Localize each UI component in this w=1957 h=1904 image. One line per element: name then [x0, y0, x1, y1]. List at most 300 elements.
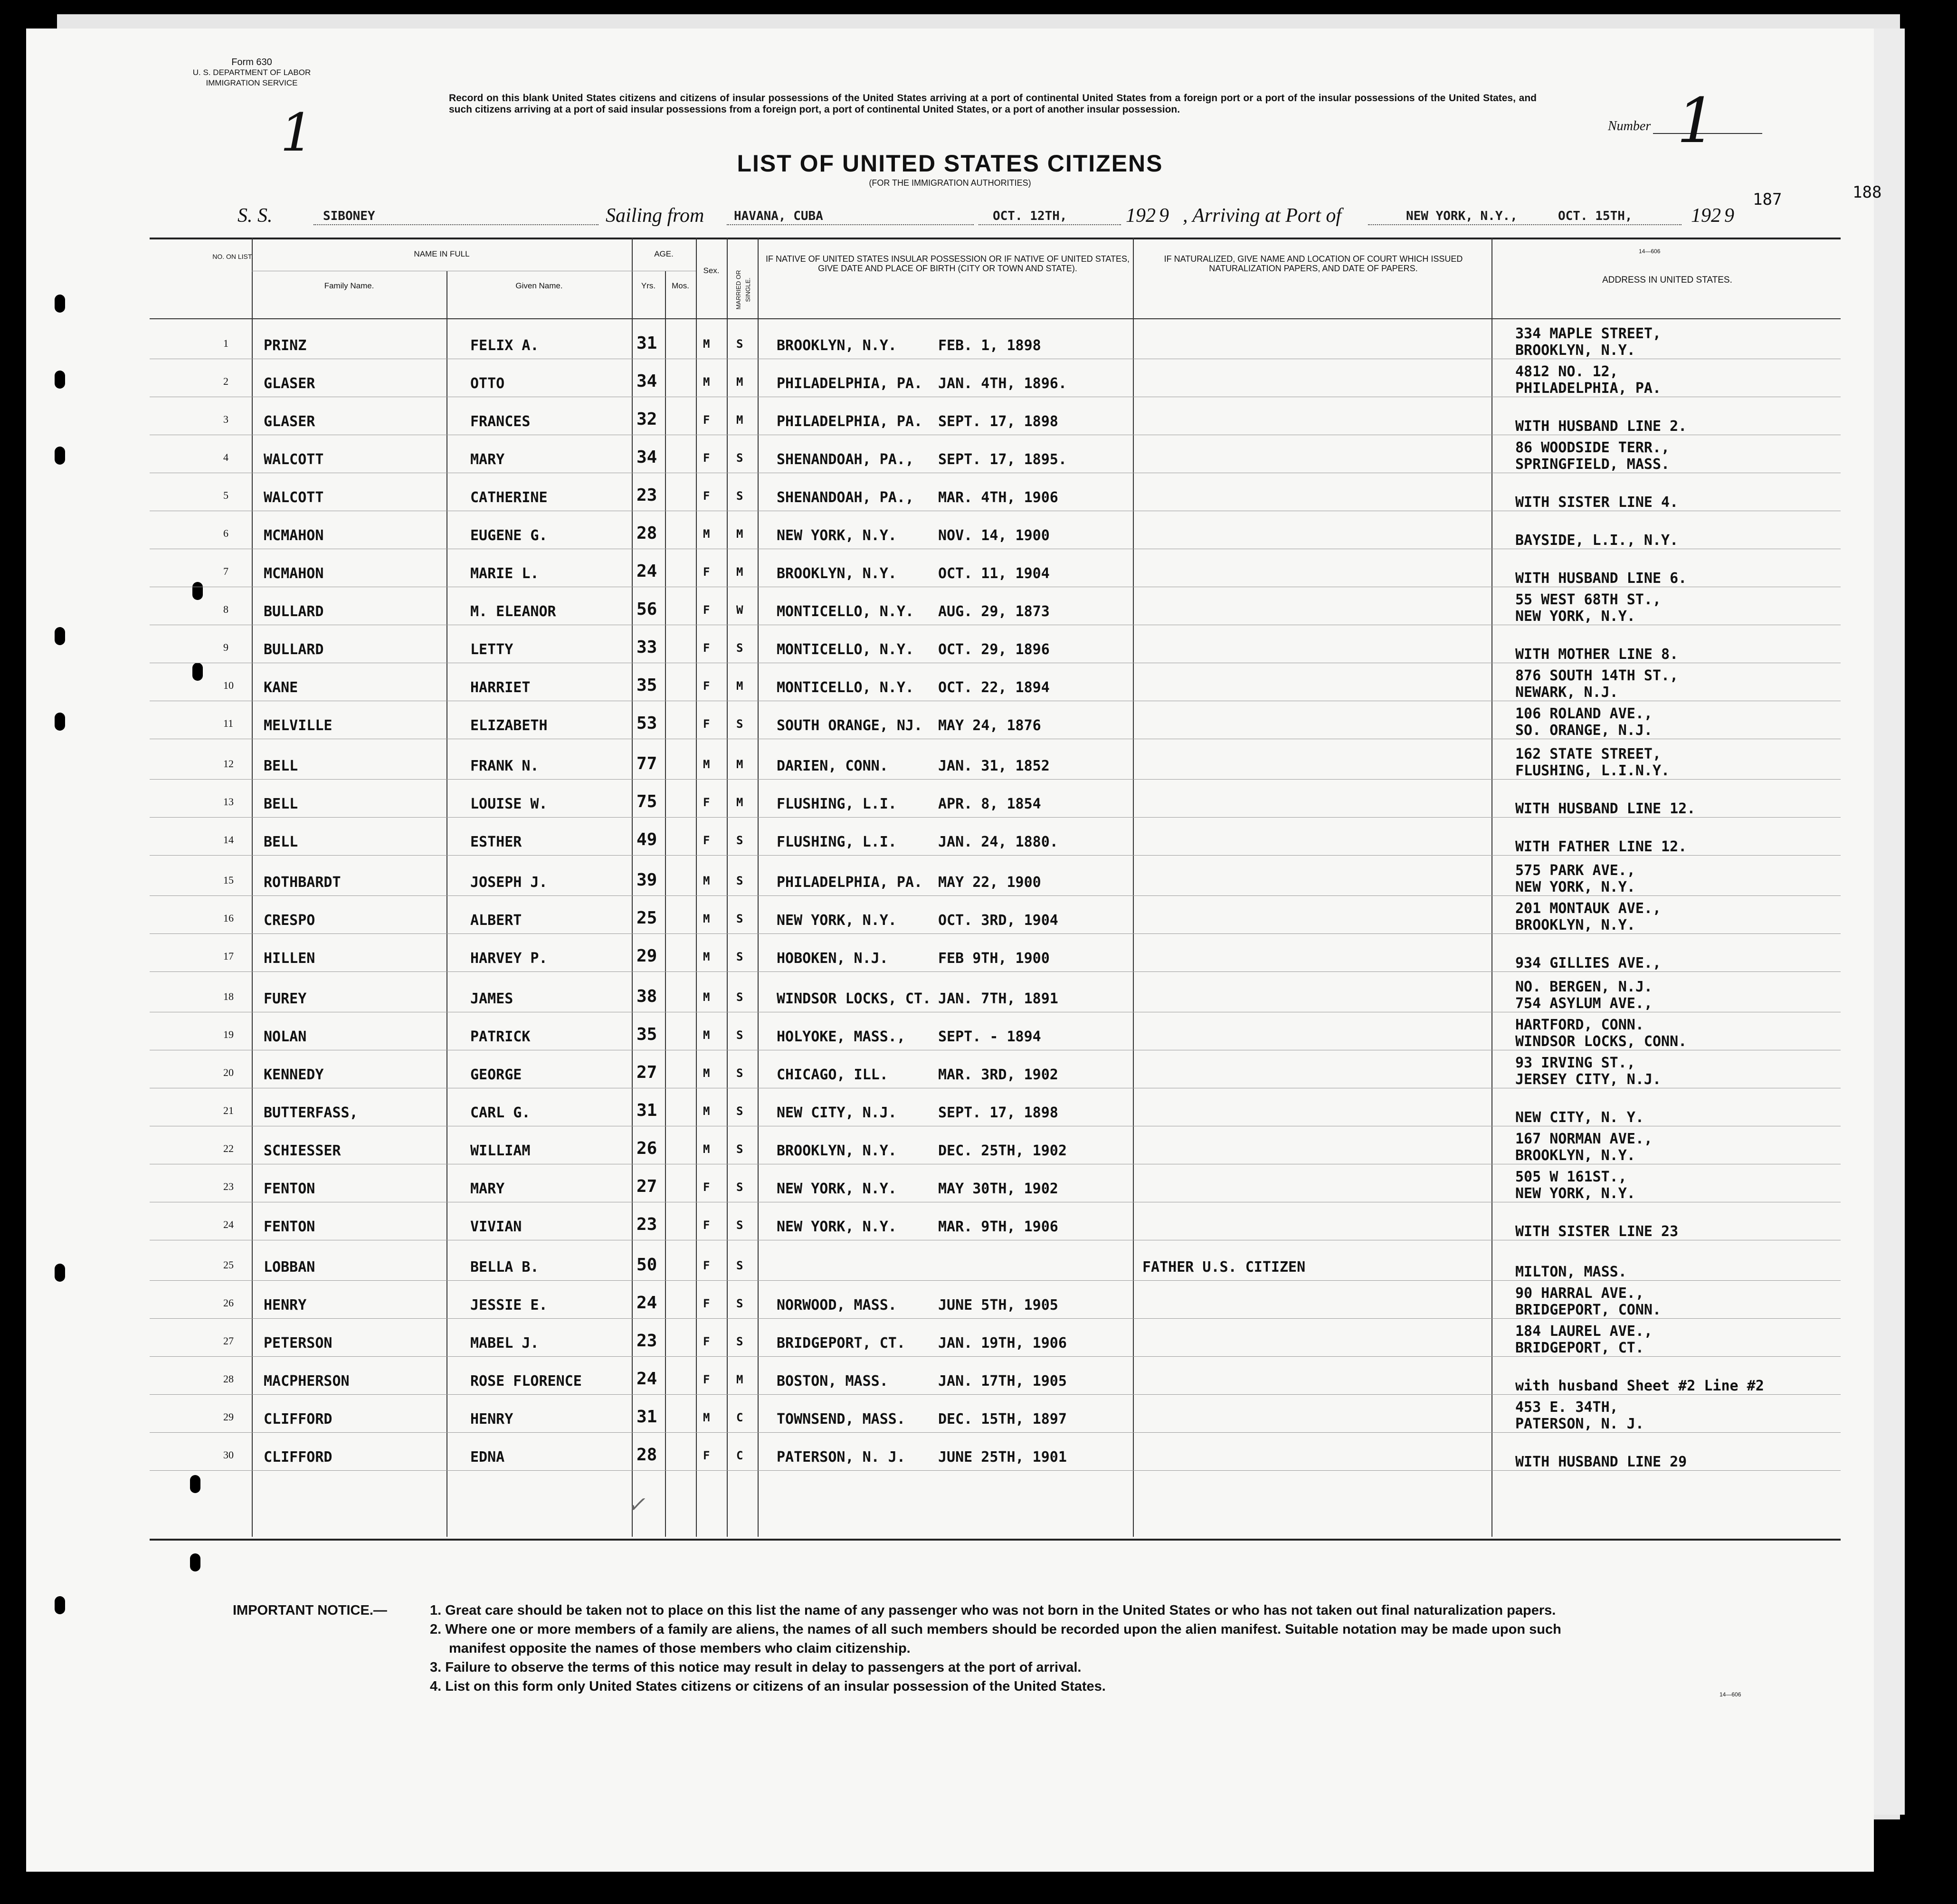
cell-ms: S	[736, 912, 743, 925]
cell-address-line2: NEW YORK, N.Y.	[1515, 608, 1635, 625]
cell-no: 25	[223, 1259, 234, 1271]
cell-no: 7	[223, 565, 228, 577]
cell-address-line2: WITH HUSBAND LINE 6.	[1515, 570, 1687, 587]
cell-place: TOWNSEND, MASS.	[777, 1411, 905, 1428]
instructions-text: Record on this blank United States citizens and citizens of insular possessions of the United States arriving at a port of continental United States from a foreign port or a port of the insular possessions of the United States, and such citizens arriving at a port of said insular possessions from a foreign port, a port of continental United States, or a port of another insular possession.	[449, 93, 1537, 115]
form-identifier	[180, 57, 323, 88]
cell-sex: M	[703, 1104, 710, 1118]
cell-family: BUTTERFASS,	[264, 1104, 358, 1121]
header-birth: IF NATIVE OF UNITED STATES INSULAR POSSESSION OR IF NATIVE OF UNITED STATES, GIVE DATE AND PLACE OF BIRTH (CITY OR TOWN AND STATE).	[765, 254, 1130, 273]
header-yrs: Yrs.	[641, 281, 656, 290]
cell-address-line2: BRIDGEPORT, CT.	[1515, 1340, 1644, 1356]
cell-given: HENRY	[470, 1411, 513, 1428]
cell-address-line1: 334 MAPLE STREET,	[1515, 325, 1662, 342]
cell-date: JAN. 19TH, 1906	[938, 1335, 1067, 1352]
cell-no: 3	[223, 413, 228, 425]
number-label: Number	[1608, 119, 1651, 133]
cell-family: BULLARD	[264, 641, 324, 658]
cell-sex: F	[703, 1219, 710, 1232]
cell-address-line1: 453 E. 34TH,	[1515, 1399, 1618, 1416]
cell-sex: F	[703, 1297, 710, 1310]
cell-no: 26	[223, 1297, 234, 1309]
punch-hole	[190, 1553, 200, 1571]
cell-family: CRESPO	[264, 912, 315, 929]
cell-ms: S	[736, 1335, 743, 1348]
cell-given: ELIZABETH	[470, 717, 548, 734]
cell-no: 8	[223, 603, 228, 615]
cell-given: ESTHER	[470, 834, 522, 850]
cell-age: 33	[636, 638, 657, 657]
cell-date: OCT. 3RD, 1904	[938, 912, 1058, 929]
cell-age: 31	[636, 1407, 657, 1427]
cell-date: MAR. 3RD, 1902	[938, 1066, 1058, 1083]
page-number: 187	[1753, 190, 1782, 209]
cell-date: OCT. 11, 1904	[938, 565, 1050, 582]
cell-no: 18	[223, 990, 234, 1002]
form-number: Form 630	[231, 57, 272, 67]
cell-no: 12	[223, 758, 234, 770]
cell-no: 5	[223, 489, 228, 501]
cell-no: 28	[223, 1373, 234, 1385]
cell-given: ROSE FLORENCE	[470, 1373, 582, 1390]
row-divider	[150, 1356, 1841, 1357]
cell-age: 27	[636, 1063, 657, 1082]
cell-date: MAY 30TH, 1902	[938, 1180, 1058, 1197]
cell-address-line2: BRIDGEPORT, CONN.	[1515, 1302, 1662, 1318]
cell-sex: M	[703, 874, 710, 887]
cell-given: JAMES	[470, 990, 513, 1007]
cell-sex: F	[703, 451, 710, 465]
notice-item: manifest opposite the names of those members who claim citizenship.	[449, 1641, 911, 1656]
cell-sex: F	[703, 717, 710, 731]
cell-address-line2: 754 ASYLUM AVE.,	[1515, 995, 1653, 1012]
page-number: 188	[1852, 183, 1882, 202]
cell-given: OTTO	[470, 375, 505, 392]
row-divider	[150, 933, 1841, 934]
cell-place: WINDSOR LOCKS, CT.	[777, 990, 931, 1007]
handwritten-mark: 1	[280, 102, 314, 163]
cell-family: MCMAHON	[264, 527, 324, 544]
cell-address-line1: 162 STATE STREET,	[1515, 746, 1662, 762]
cell-no: 22	[223, 1142, 234, 1154]
cell-given: MARY	[470, 1180, 505, 1197]
cell-no: 4	[223, 451, 228, 463]
cell-age: 35	[636, 1025, 657, 1044]
cell-no: 24	[223, 1219, 234, 1230]
col-divider	[252, 238, 253, 1537]
port-underline	[1368, 224, 1682, 225]
cell-age: 26	[636, 1139, 657, 1158]
cell-sex: F	[703, 641, 710, 655]
cell-no: 30	[223, 1449, 234, 1461]
notice-item: 3. Failure to observe the terms of this notice may result in delay to passengers at the port of arrival.	[430, 1660, 1082, 1675]
cell-address-line2: WITH HUSBAND LINE 12.	[1515, 800, 1696, 817]
ship-underline	[314, 224, 598, 225]
cell-ms: M	[736, 758, 743, 771]
row-divider	[150, 855, 1841, 856]
cell-ms: M	[736, 1373, 743, 1386]
col-divider	[727, 238, 728, 1537]
punch-hole	[55, 713, 65, 731]
cell-family: KANE	[264, 679, 298, 696]
cell-address-line1: 167 NORMAN AVE.,	[1515, 1131, 1653, 1147]
cell-place: FLUSHING, L.I.	[777, 834, 897, 850]
cell-family: NOLAN	[264, 1028, 307, 1045]
cell-address-line1: 201 MONTAUK AVE.,	[1515, 900, 1662, 917]
cell-no: 15	[223, 874, 234, 886]
cell-given: LETTY	[470, 641, 513, 658]
col-divider	[446, 271, 447, 1537]
cell-address-line2: WITH SISTER LINE 23	[1515, 1223, 1679, 1240]
row-divider	[150, 1432, 1841, 1433]
header-name-in-full: NAME IN FULL	[414, 249, 470, 258]
notice-item: 2. Where one or more members of a family are aliens, the names of all such members should be recorded upon the alien manifest. Suitable notation may be made upon such	[430, 1622, 1561, 1637]
cell-family: MELVILLE	[264, 717, 332, 734]
cell-given: MARY	[470, 451, 505, 468]
cell-sex: M	[703, 1028, 710, 1042]
punch-hole	[55, 627, 65, 645]
cell-address-line2: BAYSIDE, L.I., N.Y.	[1515, 532, 1679, 549]
cell-place: BROOKLYN, N.Y.	[777, 1142, 897, 1159]
cell-family: HENRY	[264, 1297, 307, 1314]
cell-place: SHENANDOAH, PA.,	[777, 489, 914, 506]
cell-ms: S	[736, 1297, 743, 1310]
cell-sex: M	[703, 1411, 710, 1424]
cell-address-line2: BROOKLYN, N.Y.	[1515, 1147, 1635, 1164]
cell-given: VIVIAN	[470, 1219, 522, 1235]
cell-sex: F	[703, 489, 710, 503]
cell-place: MONTICELLO, N.Y.	[777, 641, 914, 658]
cell-sex: F	[703, 1373, 710, 1386]
cell-date: MAY 22, 1900	[938, 874, 1041, 891]
cell-age: 23	[636, 1215, 657, 1234]
arriving-label: , Arriving at Port of	[1183, 205, 1342, 227]
cell-address-line2: NEW YORK, N.Y.	[1515, 879, 1635, 895]
cell-address-line1: HARTFORD, CONN.	[1515, 1017, 1644, 1033]
cell-given: BELLA B.	[470, 1259, 539, 1276]
cell-sex: M	[703, 337, 710, 351]
punch-hole	[55, 371, 65, 389]
cell-address-line2: WITH SISTER LINE 4.	[1515, 494, 1679, 511]
row-divider	[150, 817, 1841, 818]
cell-address-line1: 106 ROLAND AVE.,	[1515, 705, 1653, 722]
cell-place: NEW YORK, N.Y.	[777, 912, 897, 929]
cell-date: NOV. 14, 1900	[938, 527, 1050, 544]
header-no: NO. ON LIST.	[212, 253, 253, 260]
header-family: Family Name.	[324, 281, 374, 290]
cell-ms: S	[736, 1142, 743, 1156]
sailing-date: OCT. 12TH,	[993, 209, 1067, 223]
cell-family: BULLARD	[264, 603, 324, 620]
cell-age: 49	[636, 830, 657, 849]
cell-place: NEW YORK, N.Y.	[777, 1219, 897, 1235]
cell-address-line1: NO. BERGEN, N.J.	[1515, 979, 1653, 995]
cell-family: LOBBAN	[264, 1259, 315, 1276]
cell-place: MONTICELLO, N.Y.	[777, 679, 914, 696]
cell-family: PRINZ	[264, 337, 307, 354]
cell-no: 20	[223, 1066, 234, 1078]
cell-ms: S	[736, 1259, 743, 1272]
cell-family: GLASER	[264, 375, 315, 392]
cell-date: SEPT. 17, 1895.	[938, 451, 1067, 468]
cell-address-line1: 184 LAUREL AVE.,	[1515, 1323, 1653, 1340]
cell-given: CARL G.	[470, 1104, 531, 1121]
cell-ms: M	[736, 565, 743, 579]
cell-date: JUNE 25TH, 1901	[938, 1449, 1067, 1466]
cell-ms: W	[736, 603, 743, 617]
header-address: ADDRESS IN UNITED STATES.	[1602, 275, 1732, 285]
cell-age: 39	[636, 870, 657, 890]
cell-age: 25	[636, 908, 657, 928]
printer-note: 14—606	[1720, 1691, 1741, 1698]
cell-family: ROTHBARDT	[264, 874, 341, 891]
number-value: 1	[1677, 85, 1716, 157]
cell-no: 1	[223, 337, 228, 349]
cell-date: JUNE 5TH, 1905	[938, 1297, 1058, 1314]
cell-place: CHICAGO, ILL.	[777, 1066, 888, 1083]
cell-age: 23	[636, 486, 657, 505]
cell-address-line2: WITH HUSBAND LINE 2.	[1515, 418, 1687, 435]
cell-ms: C	[736, 1411, 743, 1424]
cell-sex: F	[703, 834, 710, 847]
cell-address-line1: 575 PARK AVE.,	[1515, 862, 1635, 879]
cell-date: DEC. 15TH, 1897	[938, 1411, 1067, 1428]
cell-sex: M	[703, 990, 710, 1004]
cell-ms: M	[736, 375, 743, 389]
cell-address-line1: 505 W 161ST.,	[1515, 1169, 1627, 1185]
date-underline	[978, 224, 1121, 225]
handwritten-annotation: ✓	[627, 1492, 646, 1517]
cell-given: FRANCES	[470, 413, 531, 430]
col-divider	[758, 238, 759, 1537]
row-divider	[150, 1318, 1841, 1319]
cell-family: FUREY	[264, 990, 307, 1007]
cell-family: BELL	[264, 758, 298, 774]
cell-no: 21	[223, 1104, 234, 1116]
cell-ms: C	[736, 1449, 743, 1462]
cell-family: CLIFFORD	[264, 1449, 332, 1466]
cell-family: MCMAHON	[264, 565, 324, 582]
cell-date: JAN. 17TH, 1905	[938, 1373, 1067, 1390]
ship-name: SIBONEY	[323, 209, 375, 223]
cell-age: 28	[636, 1445, 657, 1465]
cell-family: SCHIESSER	[264, 1142, 341, 1159]
sailing-year-prefix: 192	[1126, 205, 1156, 227]
cell-family: KENNEDY	[264, 1066, 324, 1083]
cell-no: 6	[223, 527, 228, 539]
cell-ms: M	[736, 413, 743, 427]
cell-sex: F	[703, 679, 710, 693]
arrival-year-suffix: 9	[1724, 205, 1734, 227]
cell-place: PHILADELPHIA, PA.	[777, 375, 923, 392]
cell-place: NEW CITY, N.J.	[777, 1104, 897, 1121]
cell-age: 56	[636, 600, 657, 619]
cell-address-line2: SO. ORANGE, N.J.	[1515, 722, 1653, 739]
cell-place: BROOKLYN, N.Y.	[777, 337, 897, 354]
cell-no: 19	[223, 1028, 234, 1040]
cell-sex: M	[703, 950, 710, 963]
cell-ms: M	[736, 796, 743, 809]
cell-given: ALBERT	[470, 912, 522, 929]
col-divider	[665, 271, 666, 1537]
cell-place: SOUTH ORANGE, NJ.	[777, 717, 923, 734]
cell-place: NORWOOD, MASS.	[777, 1297, 897, 1314]
cell-ms: M	[736, 527, 743, 541]
cell-sex: M	[703, 912, 710, 925]
cell-address-line2: WITH FATHER LINE 12.	[1515, 838, 1687, 855]
cell-address-line2: with husband Sheet #2 Line #2	[1515, 1378, 1764, 1394]
col-divider	[632, 238, 633, 1537]
cell-given: HARRIET	[470, 679, 531, 696]
cell-given: CATHERINE	[470, 489, 548, 506]
notice-heading: IMPORTANT NOTICE.—	[233, 1603, 387, 1618]
cell-no: 2	[223, 375, 228, 387]
cell-given: MARIE L.	[470, 565, 539, 582]
cell-sex: F	[703, 565, 710, 579]
cell-date: MAR. 9TH, 1906	[938, 1219, 1058, 1235]
cell-address-line2: BROOKLYN, N.Y.	[1515, 917, 1635, 933]
cell-date: JAN. 24, 1880.	[938, 834, 1058, 850]
cell-family: MACPHERSON	[264, 1373, 350, 1390]
header-bottom	[150, 318, 1841, 319]
cell-age: 34	[636, 447, 657, 467]
header-mos: Mos.	[672, 281, 689, 290]
cell-ms: M	[736, 679, 743, 693]
cell-place: MONTICELLO, N.Y.	[777, 603, 914, 620]
cell-no: 11	[223, 717, 234, 729]
cell-ms: S	[736, 1066, 743, 1080]
cell-address-line2: 934 GILLIES AVE.,	[1515, 955, 1662, 971]
cell-sex: M	[703, 758, 710, 771]
cell-no: 9	[223, 641, 228, 653]
header-married: MARRIED OR SINGLE.	[735, 270, 751, 310]
cell-no: 14	[223, 834, 234, 846]
cell-given: PATRICK	[470, 1028, 531, 1045]
cell-given: GEORGE	[470, 1066, 522, 1083]
cell-address-line1: 86 WOODSIDE TERR.,	[1515, 439, 1670, 456]
cell-sex: F	[703, 1259, 710, 1272]
cell-date: FEB 9TH, 1900	[938, 950, 1050, 967]
punch-hole	[55, 447, 65, 465]
cell-address-line2: NEW CITY, N. Y.	[1515, 1109, 1644, 1126]
punch-hole	[55, 1264, 65, 1282]
cell-address-line2: MILTON, MASS.	[1515, 1264, 1627, 1280]
cell-place: BROOKLYN, N.Y.	[777, 565, 897, 582]
cell-sex: M	[703, 527, 710, 541]
sailing-year-suffix: 9	[1159, 205, 1169, 227]
cell-sex: F	[703, 796, 710, 809]
cell-address-line1: 55 WEST 68TH ST.,	[1515, 591, 1662, 608]
cell-no: 17	[223, 950, 234, 962]
cell-age: 32	[636, 409, 657, 429]
cell-given: FRANK N.	[470, 758, 539, 774]
cell-family: BELL	[264, 834, 298, 850]
cell-family: CLIFFORD	[264, 1411, 332, 1428]
printer-note: 14—606	[1639, 248, 1661, 255]
cell-date: JAN. 4TH, 1896.	[938, 375, 1067, 392]
cell-family: WALCOTT	[264, 489, 324, 506]
from-underline	[727, 224, 974, 225]
cell-age: 35	[636, 676, 657, 695]
cell-place: HOBOKEN, N.J.	[777, 950, 888, 967]
cell-no: 27	[223, 1335, 234, 1347]
cell-age: 38	[636, 987, 657, 1006]
cell-date: DEC. 25TH, 1902	[938, 1142, 1067, 1159]
cell-sex: M	[703, 1066, 710, 1080]
cell-address-line2: WITH MOTHER LINE 8.	[1515, 646, 1679, 663]
cell-given: EDNA	[470, 1449, 505, 1466]
cell-place: FLUSHING, L.I.	[777, 796, 897, 812]
cell-date: AUG. 29, 1873	[938, 603, 1050, 620]
header-age: AGE.	[654, 249, 674, 258]
cell-address-line1: 93 IRVING ST.,	[1515, 1055, 1635, 1071]
cell-place: PHILADELPHIA, PA.	[777, 874, 923, 891]
cell-family: GLASER	[264, 413, 315, 430]
cell-ms: S	[736, 641, 743, 655]
cell-place: SHENANDOAH, PA.,	[777, 451, 914, 468]
header-naturalized: IF NATURALIZED, GIVE NAME AND LOCATION OF COURT WHICH ISSUED NATURALIZATION PAPERS, AND DATE OF PAPERS.	[1164, 254, 1463, 273]
cell-family: FENTON	[264, 1180, 315, 1197]
cell-sex: F	[703, 1335, 710, 1348]
cell-place: PATERSON, N. J.	[777, 1449, 905, 1466]
cell-age: 53	[636, 714, 657, 733]
cell-date: JAN. 31, 1852	[938, 758, 1050, 774]
cell-age: 24	[636, 562, 657, 581]
row-divider	[150, 1470, 1841, 1471]
cell-age: 24	[636, 1369, 657, 1389]
cell-age: 28	[636, 524, 657, 543]
row-divider	[150, 1394, 1841, 1395]
page-subtitle: (FOR THE IMMIGRATION AUTHORITIES)	[869, 178, 1031, 188]
cell-ms: S	[736, 1104, 743, 1118]
cell-address-line2: WINDSOR LOCKS, CONN.	[1515, 1033, 1687, 1050]
cell-sex: F	[703, 603, 710, 617]
cell-sex: F	[703, 1180, 710, 1194]
row-divider	[150, 895, 1841, 896]
cell-place: DARIEN, CONN.	[777, 758, 888, 774]
cell-no: 23	[223, 1180, 234, 1192]
cell-place: NEW YORK, N.Y.	[777, 1180, 897, 1197]
cell-no: 29	[223, 1411, 234, 1423]
cell-age: 75	[636, 792, 657, 811]
cell-date: MAY 24, 1876	[938, 717, 1041, 734]
arrival-port: NEW YORK, N.Y.,	[1406, 209, 1518, 223]
cell-ms: S	[736, 1219, 743, 1232]
notice-item: 4. List on this form only United States citizens or citizens of an insular possession of the United States.	[430, 1679, 1106, 1694]
cell-age: 29	[636, 946, 657, 966]
cell-address-line2: PHILADELPHIA, PA.	[1515, 380, 1662, 397]
cell-sex: M	[703, 375, 710, 389]
cell-given: M. ELEANOR	[470, 603, 556, 620]
cell-date: JAN. 7TH, 1891	[938, 990, 1058, 1007]
cell-family: PETERSON	[264, 1335, 332, 1352]
cell-given: EUGENE G.	[470, 527, 548, 544]
cell-family: WALCOTT	[264, 451, 324, 468]
department-label: U. S. DEPARTMENT OF LABOR	[192, 68, 311, 77]
row-divider	[150, 971, 1841, 972]
cell-ms: S	[736, 1028, 743, 1042]
cell-date: FEB. 1, 1898	[938, 337, 1041, 354]
cell-ms: S	[736, 990, 743, 1004]
cell-no: 10	[223, 679, 234, 691]
cell-address-line2: PATERSON, N. J.	[1515, 1416, 1644, 1432]
cell-place: HOLYOKE, MASS.,	[777, 1028, 905, 1045]
row-divider	[150, 1280, 1841, 1281]
cell-age: 77	[636, 754, 657, 773]
cell-no: 16	[223, 912, 234, 924]
cell-date: OCT. 22, 1894	[938, 679, 1050, 696]
cell-date: SEPT. - 1894	[938, 1028, 1041, 1045]
